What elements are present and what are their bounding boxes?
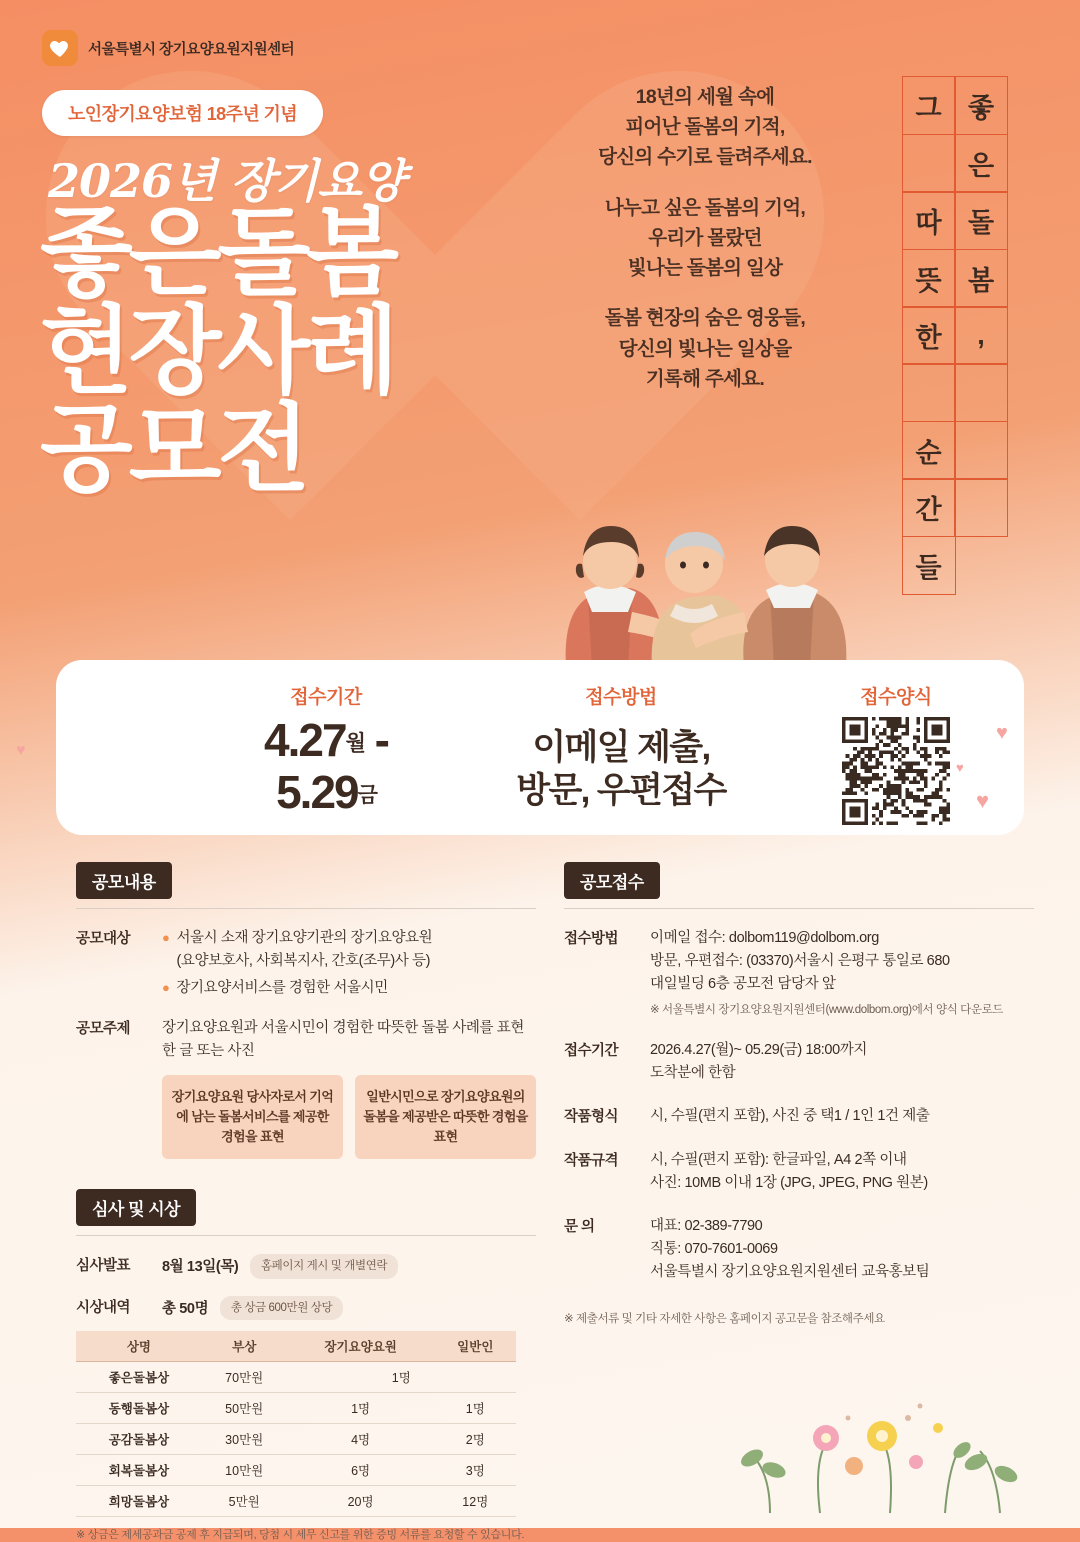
table-cell-award: 좋은돌봄상 <box>76 1361 202 1392</box>
manuscript-cell <box>902 363 956 422</box>
apply-rows <box>564 927 1034 1284</box>
table-body <box>76 1361 516 1516</box>
manuscript-cell: 돌 <box>954 191 1008 250</box>
row-announce <box>76 1254 536 1279</box>
manuscript-cell: 봄 <box>954 249 1008 308</box>
period-value <box>196 715 456 818</box>
apply-line: 시, 수필(편지 포함), 사진 중 택1 / 1인 1건 제출 <box>650 1108 930 1125</box>
prize-footnote: ※ 상금은 제세공과금 공제 후 지급되며, 당첨 시 세무 신고를 위한 증빙 서류를 요청할 수 있습니다. <box>76 1528 525 1541</box>
title-line-1: 좋은돌봄 <box>40 200 395 307</box>
table-cell-prize: 50만원 <box>202 1392 287 1423</box>
apply-row <box>564 1215 1034 1285</box>
divider <box>564 908 1034 909</box>
row-value <box>650 1105 1034 1128</box>
manuscript-cell: 좋 <box>954 76 1008 135</box>
table-cell-worker: 20명 <box>287 1485 435 1516</box>
qr-code-icon[interactable] <box>842 717 950 825</box>
announce-date: 8월 13일(목) <box>162 1259 239 1276</box>
divider <box>76 908 536 909</box>
manuscript-cell: 따 <box>902 191 956 250</box>
title-line-2: 현장사례 <box>40 297 395 405</box>
announce-pill: 홈페이지 게시 및 개별연락 <box>250 1254 398 1278</box>
apply-line: 이메일 접수: dolbom119@dolbom.org <box>650 930 879 946</box>
apply-line: 방문, 우편접수: (03370)서울시 은평구 통일로 680 <box>650 953 950 970</box>
section-title-contest: 공모내용 <box>76 862 172 899</box>
prize-table <box>76 1331 516 1517</box>
table-header-cell: 부상 <box>202 1331 287 1362</box>
manuscript-cell: 한 <box>902 306 956 365</box>
period-end: 5.29 <box>276 765 358 818</box>
target-item-2: 장기요양서비스를 경험한 서울시민 <box>176 980 388 997</box>
row-value <box>162 927 536 1001</box>
apply-line: 시, 수필(편지 포함): 한글파일, A4 2쪽 이내 <box>650 1151 907 1168</box>
row-value <box>650 1039 1034 1085</box>
manuscript-cell: 들 <box>902 536 956 595</box>
section-title-apply: 공모접수 <box>564 862 660 899</box>
row-label: 공모대상 <box>76 931 131 947</box>
table-cell-prize: 30만원 <box>202 1423 287 1454</box>
form-caption: 접수양식 <box>860 687 932 708</box>
table-cell-prize: 70만원 <box>202 1361 287 1392</box>
apply-footnote: ※ 제출서류 및 기타 자세한 사항은 홈페이지 공고문을 참조해주세요 <box>564 1313 885 1326</box>
method-caption: 접수방법 <box>585 687 657 708</box>
table-cell-award: 회복돌봄상 <box>76 1454 202 1485</box>
heart-logo-icon <box>42 30 78 66</box>
table-cell-citizen: 1명 <box>435 1392 516 1423</box>
table-cell-award: 동행돌봄상 <box>76 1392 202 1423</box>
poem-block <box>540 82 870 394</box>
period-caption: 접수기간 <box>290 687 362 708</box>
table-row <box>76 1392 516 1423</box>
prize-pill: 총 상금 600만원 상당 <box>220 1296 343 1320</box>
decor-heart-icon: ♥ <box>976 788 990 813</box>
row-label: 접수방법 <box>564 931 619 947</box>
table-cell-citizen: 3명 <box>435 1454 516 1485</box>
manuscript-cell: 뜻 <box>902 249 956 308</box>
row-value <box>162 1296 536 1321</box>
manuscript-cell: 간 <box>902 478 956 537</box>
apply-line: 2026.4.27(월)~ 05.29(금) 18:00까지 <box>650 1041 867 1058</box>
prize-total: 총 50명 <box>162 1300 209 1317</box>
title-script-line: 2026년 장기요양 <box>48 154 405 208</box>
apply-row <box>564 1105 1034 1128</box>
apply-line: 사진: 10MB 이내 1장 (JPG, JPEG, PNG 원본) <box>650 1174 928 1191</box>
manuscript-cell: 은 <box>954 134 1008 193</box>
manuscript-cell: 순 <box>902 421 956 480</box>
decor-heart-icon: ♥ <box>996 722 1008 744</box>
row-label: 시상내역 <box>76 1299 131 1316</box>
row-value <box>650 1149 1034 1195</box>
theme-box-2: 일반시민으로 장기요양요원의 돌봄을 제공받은 따뜻한 경험을 표현 <box>355 1075 536 1159</box>
right-column <box>564 862 1034 1326</box>
row-label: 작품형식 <box>564 1109 619 1126</box>
apply-row <box>564 927 1034 1019</box>
apply-line: 도착분에 한함 <box>650 1065 736 1082</box>
apply-row <box>564 1149 1034 1195</box>
table-cell-award: 공감돌봄상 <box>76 1423 202 1454</box>
table-header-row <box>76 1331 516 1362</box>
info-band <box>16 660 1024 835</box>
people-illustration <box>548 452 848 667</box>
form-block <box>796 682 996 825</box>
table-header-cell: 일반인 <box>435 1331 516 1362</box>
section-title-judging: 심사 및 시상 <box>76 1189 196 1226</box>
period-end-day: 금 <box>357 783 376 807</box>
row-label: 작품규격 <box>564 1152 619 1169</box>
apply-line: 직통: 070-7601-0069 <box>650 1241 778 1258</box>
manuscript-cell: 그 <box>902 76 956 135</box>
left-column <box>76 862 536 1542</box>
flower-illustration <box>730 1358 1050 1518</box>
table-row <box>76 1361 516 1392</box>
table-header-cell: 상명 <box>76 1331 202 1362</box>
decor-heart-icon: ♥ <box>16 742 26 759</box>
theme-text: 장기요양요원과 서울시민이 경험한 따뜻한 돌봄 사례를 표현한 글 또는 사진 <box>162 1019 524 1059</box>
table-cell-count: 1명 <box>287 1361 516 1392</box>
title-line-3: 공모전 <box>40 395 307 503</box>
row-prize <box>76 1296 536 1321</box>
apply-line: 서울특별시 장기요양요원지원센터 교육홍보팀 <box>650 1264 930 1281</box>
bullet-icon: ● <box>162 930 170 945</box>
org-name: 서울특별시 장기요양요원지원센터 <box>88 41 295 58</box>
row-target <box>76 927 536 1001</box>
apply-line: 대표: 02-389-7790 <box>650 1217 763 1234</box>
period-block <box>196 682 456 818</box>
manuscript-cell <box>902 134 956 193</box>
row-label: 문 의 <box>564 1218 595 1235</box>
anniversary-badge: 노인장기요양보험 18주년 기념 <box>42 90 323 136</box>
apply-line: 대일빌딩 6층 공모전 담당자 앞 <box>650 976 836 993</box>
target-item-1: 서울시 소재 장기요양기관의 장기요양요원 (요양보호사, 사회복지사, 간호(조무)사 등) <box>176 930 433 970</box>
apply-row <box>564 1039 1034 1085</box>
table-cell-worker: 4명 <box>287 1423 435 1454</box>
method-line-2: 방문, 우편접수 <box>516 770 726 810</box>
org-logo <box>42 30 294 66</box>
period-dash: - <box>363 714 388 766</box>
manuscript-column-right <box>956 78 1008 595</box>
table-cell-prize: 5만원 <box>202 1485 287 1516</box>
table-cell-prize: 10만원 <box>202 1454 287 1485</box>
table-cell-citizen: 2명 <box>435 1423 516 1454</box>
table-cell-citizen: 12명 <box>435 1485 516 1516</box>
row-value <box>650 927 1034 1019</box>
manuscript-grid <box>903 78 1008 595</box>
table-row <box>76 1454 516 1485</box>
row-value <box>162 1254 536 1279</box>
manuscript-cell: , <box>954 306 1008 365</box>
period-start: 4.27 <box>264 714 346 766</box>
row-value <box>162 1017 536 1160</box>
row-label: 심사발표 <box>76 1258 131 1275</box>
method-line-1: 이메일 제출, <box>532 728 710 767</box>
table-cell-award: 희망돌봄상 <box>76 1485 202 1516</box>
row-value <box>650 1215 1034 1285</box>
table-cell-worker: 1명 <box>287 1392 435 1423</box>
row-theme <box>76 1017 536 1160</box>
row-label: 공모주제 <box>76 1020 131 1037</box>
page-title <box>40 200 395 503</box>
poem-stanza-3: 돌봄 현장의 숨은 영웅들, 당신의 빛나는 일상을 기록해 주세요. <box>604 307 806 390</box>
manuscript-cell <box>954 478 1008 537</box>
bullet-icon: ● <box>162 980 170 996</box>
table-row <box>76 1485 516 1516</box>
table-row <box>76 1423 516 1454</box>
method-block <box>456 682 786 812</box>
table-cell-worker: 6명 <box>287 1454 435 1485</box>
manuscript-column-left <box>903 78 955 595</box>
divider <box>76 1235 536 1236</box>
poem-stanza-1: 18년의 세월 속에 피어난 돌봄의 기적, 당신의 수기로 들려주세요. <box>598 86 812 169</box>
manuscript-cell <box>954 421 1008 480</box>
table-header-cell: 장기요양요원 <box>287 1331 435 1362</box>
period-start-day: 월 <box>345 732 364 755</box>
apply-note: ※ 서울특별시 장기요양요원지원센터(www.dolbom.org)에서 양식 다운로드 <box>650 1003 1003 1016</box>
manuscript-cell <box>954 363 1008 422</box>
poem-stanza-2: 나누고 싶은 돌봄의 기억, 우리가 몰랐던 빛나는 돌봄의 일상 <box>604 196 806 280</box>
theme-box-1: 장기요양요원 당사자로서 기억에 남는 돌봄서비스를 제공한 경험을 표현 <box>162 1075 343 1159</box>
decor-heart-icon: ♥ <box>956 760 964 775</box>
row-label: 접수기간 <box>564 1042 619 1059</box>
